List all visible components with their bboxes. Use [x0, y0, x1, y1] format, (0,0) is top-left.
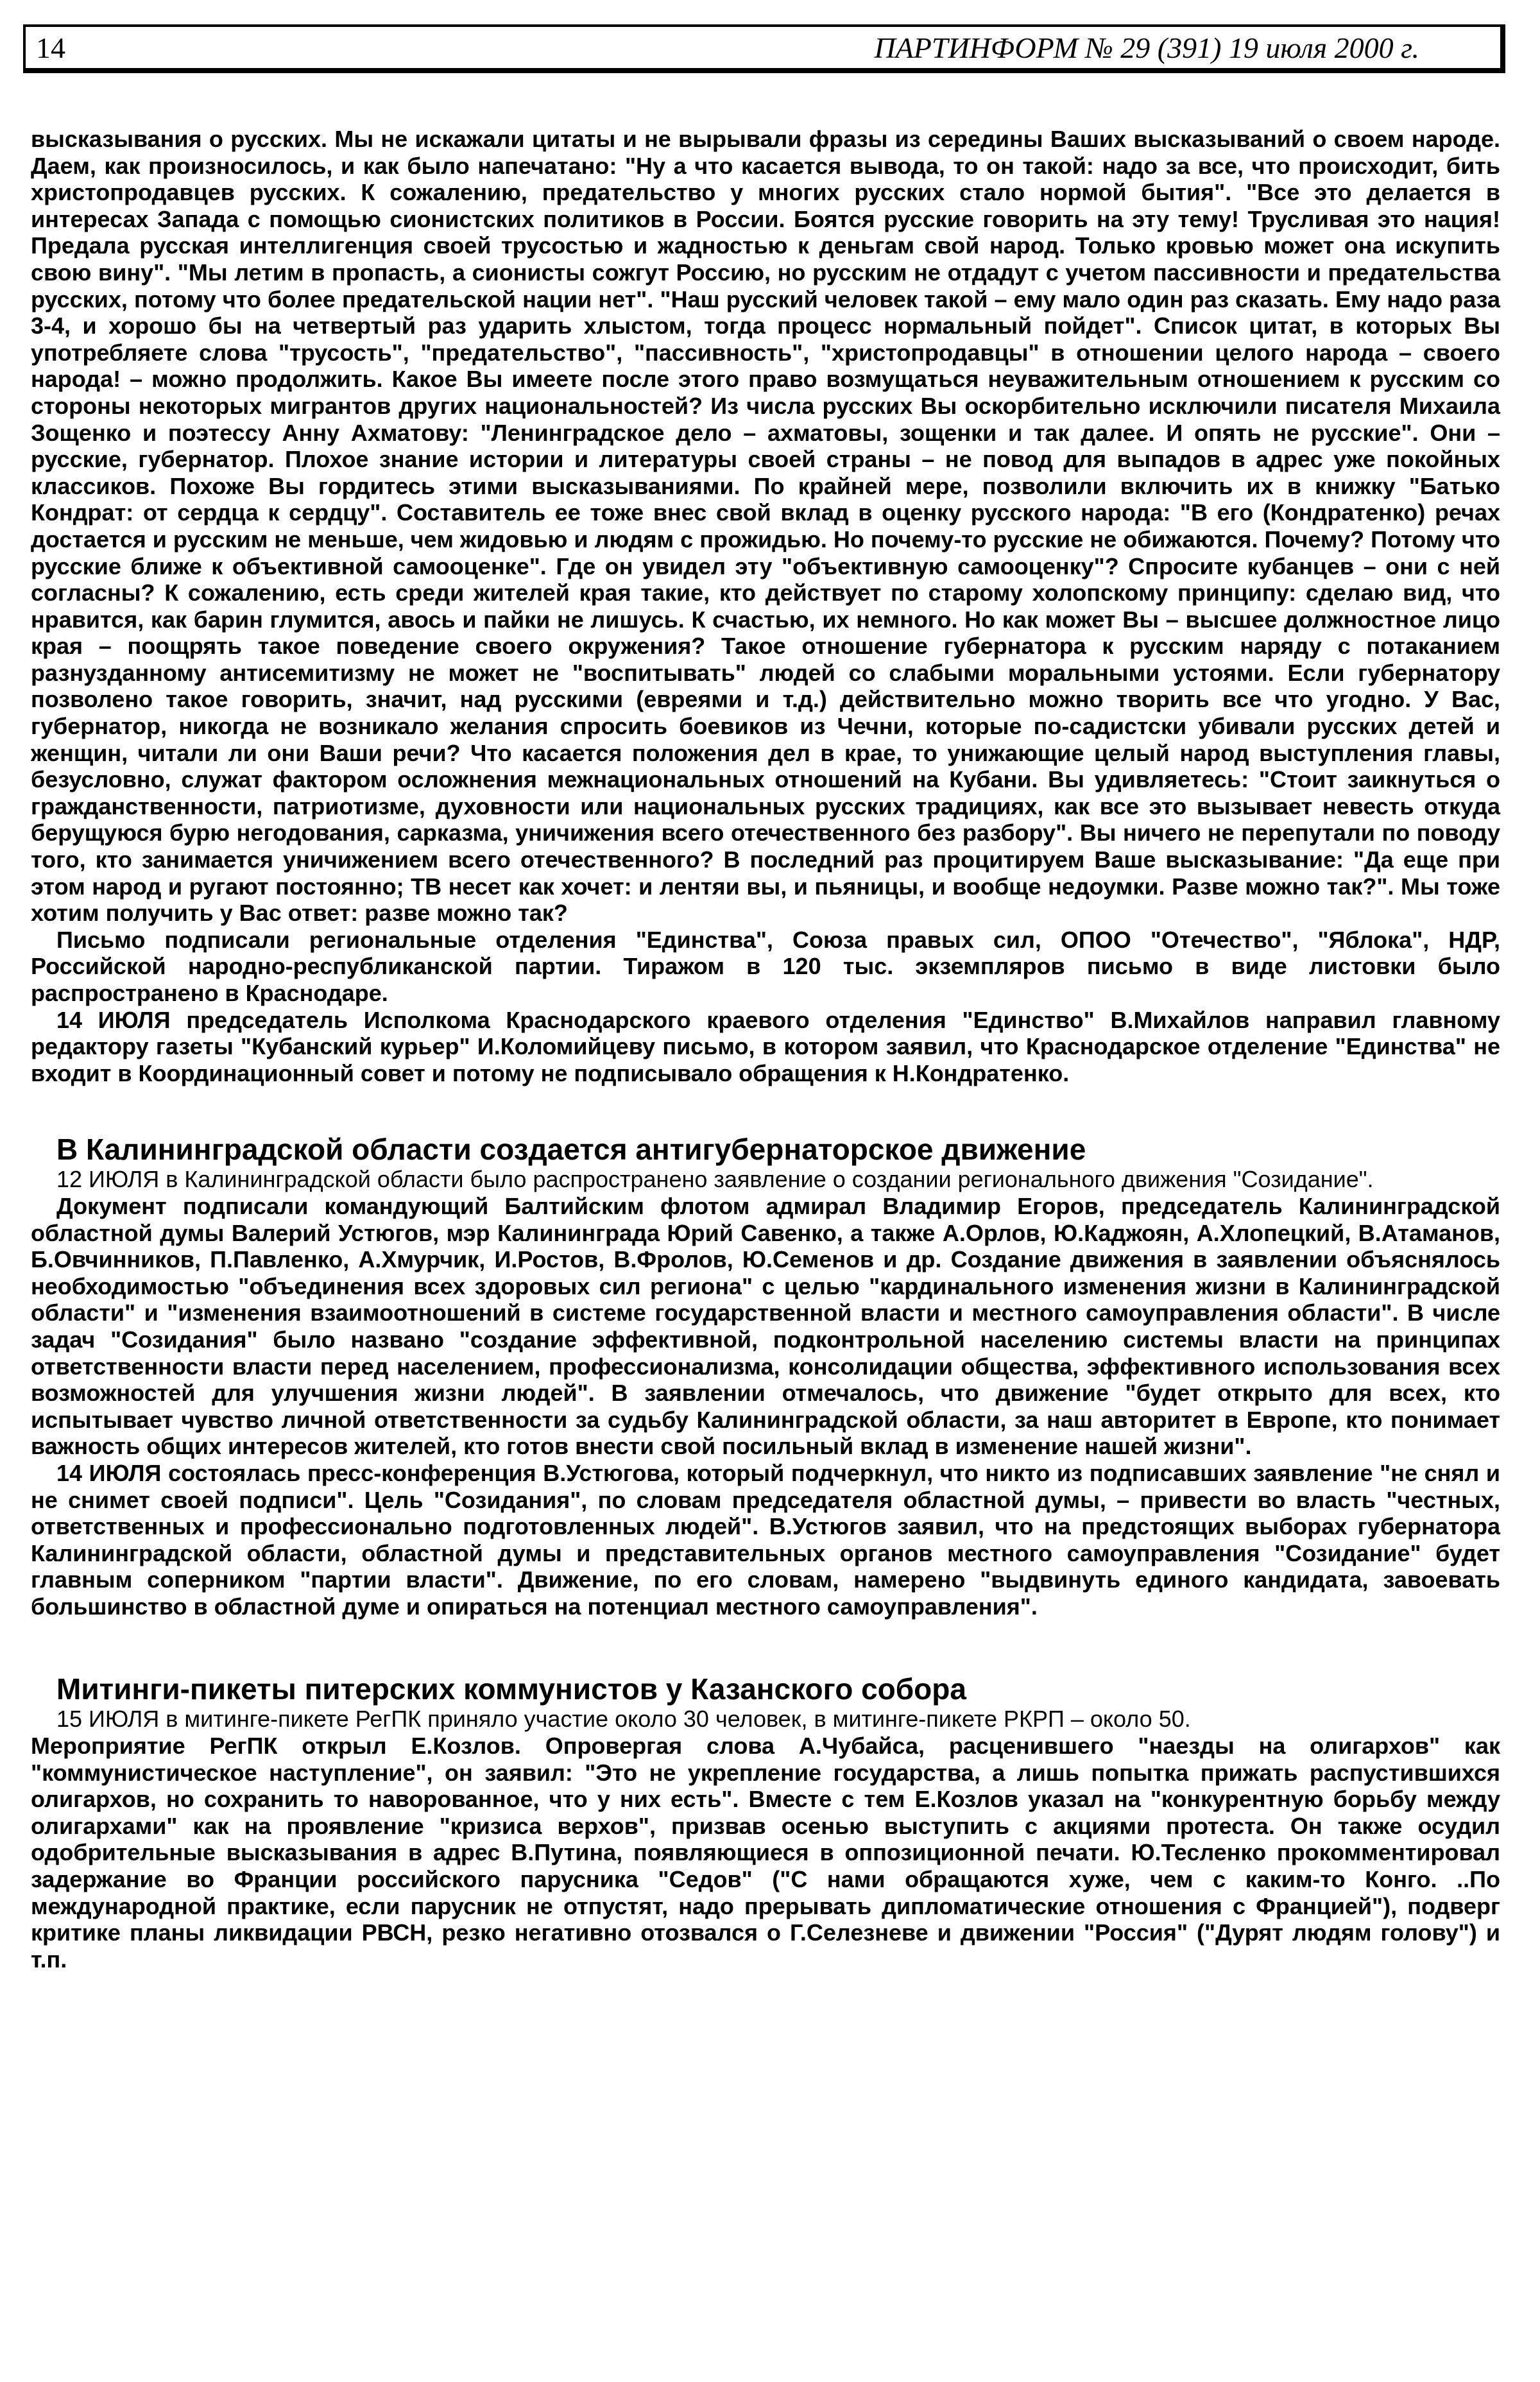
- paragraph: Мероприятие РегПК открыл Е.Козлов. Опровергая слова А.Чубайса, расценившего "наезды на олигархов" как "коммунистическое наступление", он заявил: "Это не укрепление государства, а лишь попытка прижать распустившихся олигархов, но сохранить то наворованное, что у них есть". Вместе с тем Е.Козлов указал на "конкурентную борьбу между олигархами" как на проявление "кризиса верхов", призвав осенью выступить с акциями протеста. Он также осудил одобрительные высказывания в адрес В.Путина, появляющиеся в оппозиционной печати. Ю.Тесленко прокомментировал задержание во Франции российского парусника "Седов" ("С нами обращаются хуже, чем с каким-то Конго. ..По международной практике, если парусник не отпустят, надо прерывать дипломатические отношения с Францией"), подверг критике планы ликвидации РВСН, резко негативно отозвался о Г.Селезневе и движении "Россия" ("Дурят людям голову") и т.п.: [31, 1733, 1500, 1973]
- paragraph: высказывания о русских. Мы не искажали цитаты и не вырывали фразы из середины Ваших высказываний о своем народе. Даем, как произносилось, и как было напечатано: "Ну а что касается вывода, то он такой: надо за все, что происходит, бить христопродавцев русских. К сожалению, предательство у многих русских стало нормой бытия". "Все это делается в интересах Запада с помощью сионистских политиков в России. Боятся русские говорить на эту тему! Трусливая это нация! Предала русская интеллигенция своей трусостью и жадностью к деньгам свой народ. Только кровью может она искупить свою вину". "Мы летим в пропасть, а сионисты сожгут Россию, но русским не отдадут с учетом пассивности и предательства русских, потому что более предательской нации нет". "Наш русский человек такой – ему мало один раз сказать. Ему надо раза 3-4, и хорошо бы на четвертый раз ударить хлыстом, тогда процесс нормальный пойдет". Список цитат, в которых Вы употребляете слова "трусость", "предательство", "пассивность", "христопродавцы" в отношении целого народа – своего народа! – можно продолжить. Какое Вы имеете после этого право возмущаться неуважительным отношением к русским со стороны некоторых мигрантов других национальностей? Из числа русских Вы оскорбительно исключили писателя Михаила Зощенко и поэтессу Анну Ахматову: "Ленинградское дело – ахматовы, зощенки и так далее. И опять не русские". Они – русские, губернатор. Плохое знание истории и литературы своей страны – не повод для выпадов в адрес уже покойных классиков. Похоже Вы гордитесь этими высказываниями. По крайней мере, позволили включить их в книжку "Батько Кондрат: от сердца к сердцу". Составитель ее тоже внес свой вклад в оценку русского народа: "В его (Кондратенко) речах достается и русским не меньше, чем жидовью и людям с прожидью. Но почему-то русские не обижаются. Почему? Потому что русские ближе к объективной самооценке". Где он увидел эту "объективную самооценку"? Спросите кубанцев – они с ней согласны? К сожалению, есть среди жителей края такие, кто действует по старому холопскому принципу: сделаю вид, что нравится, как барин глумится, авось и пайки не лишусь. К счастью, их немного. Но как может Вы – высшее должностное лицо края – поощрять такое поведение своего окружения? Такое отношение губернатора к русским наряду с потаканием разнузданному антисемитизму не может не "воспитывать" людей со слабыми моральными устоями. Если губернатору позволено такое говорить, значит, над русскими (евреями и т.д.) действительно можно творить все что угодно. У Вас, губернатор, никогда не возникало желания спросить боевиков из Чечни, которые по-садистски убивали русских детей и женщин, читали ли они Ваши речи? Что касается положения дел в крае, то унижающие целый народ выступления главы, безусловно, служат фактором осложнения межнациональных отношений на Кубани. Вы удивляетесь: "Стоит заикнуться о гражданственности, патриотизме, духовности или национальных русских традициях, как все это вызывает невесть откуда берущуюся бурю негодования, сарказма, уничижения всего отечественного без разбору". Вы ничего не перепутали по поводу того, кто занимается уничижением всего отечественного? В последний раз процитируем Ваше высказывание: "Да еще при этом народ и ругают постоянно; ТВ несет как хочет: и лентяи вы, и пьяницы, и вообще недоумки. Разве можно так?". Мы тоже хотим получить у Вас ответ: разве можно так?: [31, 126, 1500, 927]
- paragraph: 14 ИЮЛЯ председатель Исполкома Краснодарского краевого отделения "Единство" В.Михайлов направил главному редактору газеты "Кубанский курьер" И.Коломийцеву письмо, в котором заявил, что Краснодарское отделение "Единства" не входит в Координационный совет и потому не подписывало обращения к Н.Кондратенко.: [31, 1006, 1500, 1086]
- paragraph: Документ подписали командующий Балтийским флотом адмирал Владимир Егоров, председатель Калининградской областной думы Валерий Устюгов, мэр Калининграда Юрий Савенко, а также А.Орлов, Ю.Каджоян, А.Хлопецкий, В.Атаманов, Б.Овчинников, П.Павленко, А.Хмурчик, И.Ростов, В.Фролов, Ю.Семенов и др. Создание движения в заявлении объяснялось необходимостью "объединения всех здоровых сил региона" с целью "кардинального изменения жизни в Калининградской области" и "изменения взаимоотношений в системе государственной власти и местного самоуправления области". В числе задач "Созидания" было названо "создание эффективной, подконтрольной населению системы власти на принципах ответственности власти перед населением, профессионализма, консолидации общества, эффективного использования всех возможностей для улучшения жизни людей". В заявлении отмечалось, что движение "будет открыто для всех, кто испытывает чувство личной ответственности за судьбу Калининградской области, за наш авторитет в Европе, кто понимает важность общих интересов жителей, кто готов внести свой посильный вклад в изменение нашей жизни".: [31, 1192, 1500, 1460]
- article-lead: 15 ИЮЛЯ в митинге-пикете РегПК приняло участие около 30 человек, в митинге-пикете РКРП – около 50.: [56, 1706, 1191, 1733]
- paragraph: 14 ИЮЛЯ состоялась пресс-конференция В.Устюгова, который подчеркнул, что никто из подписавших заявление "не снял и не снимет своей подписи". Цель "Созидания", по словам председателя областной думы, – привести во власть "честных, ответственных и профессионально подготовленных людей". В.Устюгов заявил, что на предстоящих выборах губернатора Калининградской области, областной думы и представительных органов местного самоуправления "Созидание" будет главным соперником "партии власти". Движение, по его словам, намерено "выдвинуть единого кандидата, завоевать большинство в областной думе и опираться на потенциал местного самоуправления".: [31, 1459, 1500, 1620]
- article-kazan-cathedral-pickets: [31, 1672, 1500, 1973]
- publication-title: ПАРТИНФОРМ № 29 (391) 19 июля 2000 г.: [874, 31, 1419, 64]
- page-header: [23, 24, 1505, 73]
- article-lead: 12 ИЮЛЯ в Калининградской области было распространено заявление о создании регионального движения "Созидание".: [56, 1166, 1374, 1193]
- page-content: [31, 126, 1500, 1973]
- page-number: 14: [36, 31, 65, 64]
- article-heading: В Калининградской области создается антигубернаторское движение: [56, 1133, 1086, 1167]
- article-heading: Митинги-пикеты питерских коммунистов у Казанского собора: [56, 1672, 966, 1706]
- article-kaliningrad: [31, 1133, 1500, 1620]
- article-kondratenko-letter: [31, 126, 1500, 1086]
- paragraph: Письмо подписали региональные отделения "Единства", Союза правых сил, ОПОО "Отечество", "Яблока", НДР, Российской народно-республиканской партии. Тиражом в 120 тыс. экземпляров письмо в виде листовки было распространено в Краснодаре.: [31, 926, 1500, 1006]
